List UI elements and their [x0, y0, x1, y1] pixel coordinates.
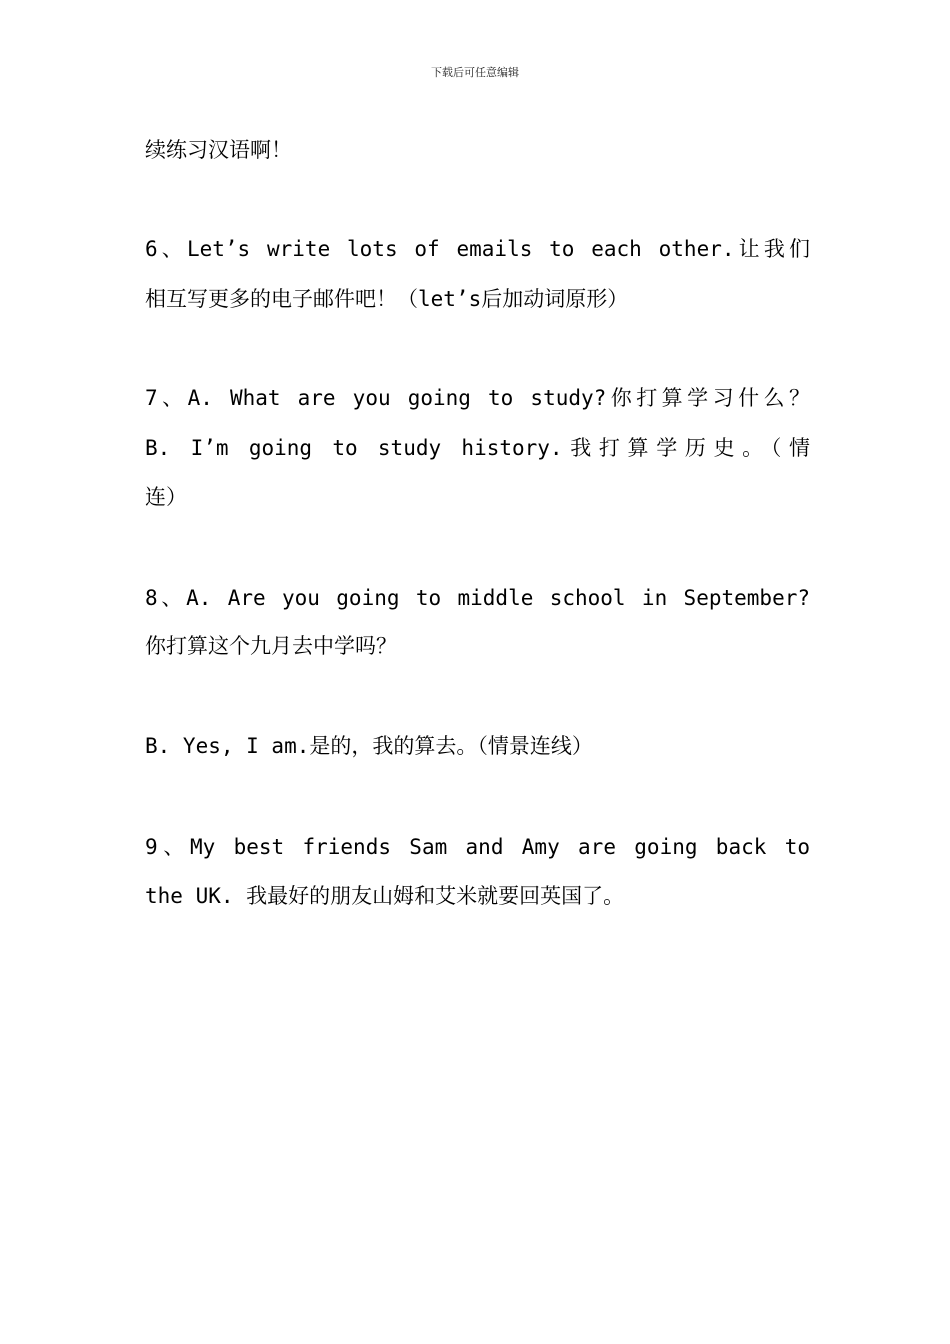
item-8-line-2: 你打算这个九月去中学吗？: [145, 634, 397, 658]
continuation-line: 续练习汉语啊！: [145, 138, 292, 162]
page-header: 下载后可任意编辑: [431, 66, 519, 79]
item-9-line-2: the UK. 我最好的朋友山姆和艾米就要回英国了。: [145, 884, 625, 908]
item-8-line-3: B. Yes, I am.是的，我的算去。（情景连线）: [145, 734, 593, 758]
item-8-line-1: 8、A. Are you going to middle school in September?: [145, 586, 810, 610]
item-6-line-1: 6、Let’s write lots of emails to each other.让我们: [145, 237, 810, 261]
item-7-line-3: 连）: [145, 485, 187, 509]
item-6-line-2: 相互写更多的电子邮件吧！（let’s后加动词原形）: [145, 287, 629, 311]
item-7-line-2: B. I’m going to study history.我打算学历史。（情: [145, 436, 810, 460]
item-9-line-1: 9、My best friends Sam and Amy are going back to: [145, 835, 810, 859]
item-7-line-1: 7、A. What are you going to study?你打算学习什么？: [145, 386, 810, 410]
